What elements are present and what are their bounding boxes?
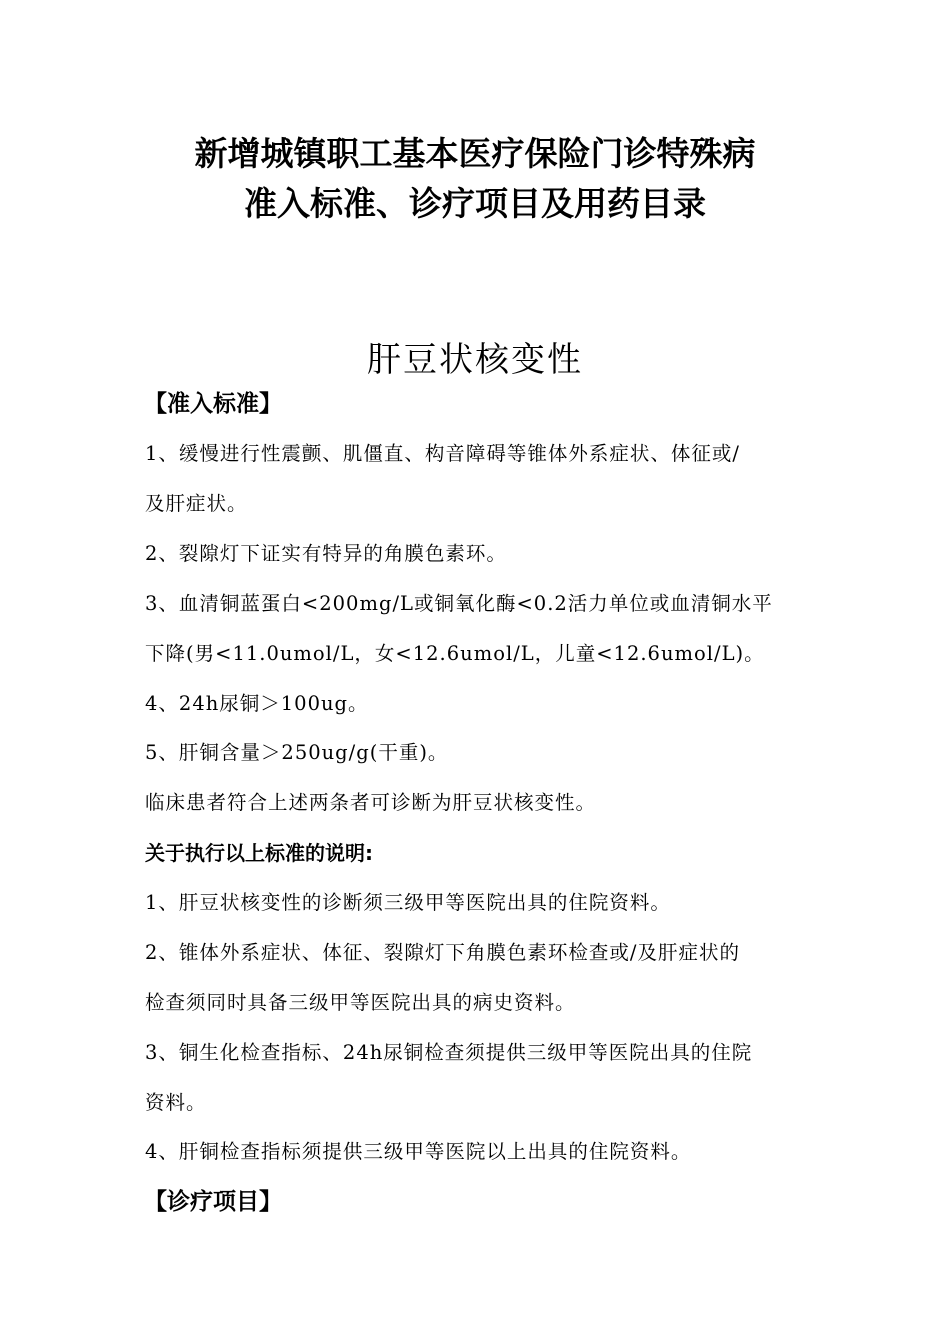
admission-line: 及肝症状。	[145, 492, 248, 515]
notes-line: 检查须同时具备三级甲等医院出具的病史资料。	[145, 991, 576, 1014]
notes-line: 2、锥体外系症状、体征、裂隙灯下角膜色素环检查或/及肝症状的	[145, 941, 740, 964]
notes-line: 4、肝铜检查指标须提供三级甲等医院以上出具的住院资料。	[145, 1140, 692, 1163]
admission-line: 2、裂隙灯下证实有特异的角膜色素环。	[145, 542, 507, 565]
admission-line: 5、肝铜含量＞250ug/g(干重)。	[145, 741, 449, 764]
disease-title: 肝豆状核变性	[367, 340, 583, 380]
notes-line: 3、铜生化检查指标、24h尿铜检查须提供三级甲等医院出具的住院	[145, 1041, 753, 1064]
document-title-line-2: 准入标准、诊疗项目及用药目录	[244, 184, 706, 223]
document-title-line-1: 新增城镇职工基本医疗保险门诊特殊病	[194, 134, 756, 173]
admission-line: 下降(男<11.0umol/L，女<12.6umol/L，儿童<12.6umol/L)。	[145, 642, 765, 665]
notes-line: 资料。	[145, 1091, 207, 1114]
admission-line: 临床患者符合上述两条者可诊断为肝豆状核变性。	[145, 791, 597, 814]
admission-line: 1、缓慢进行性震颤、肌僵直、构音障碍等锥体外系症状、体征或/	[145, 442, 740, 465]
notes-heading: 关于执行以上标准的说明:	[145, 841, 373, 865]
notes-line: 1、肝豆状核变性的诊断须三级甲等医院出具的住院资料。	[145, 891, 671, 914]
treatment-items-heading: 【诊疗项目】	[144, 1189, 282, 1215]
admission-line: 4、24h尿铜＞100ug。	[145, 692, 369, 715]
admission-line: 3、血清铜蓝蛋白<200mg/L或铜氧化酶<0.2活力单位或血清铜水平	[145, 592, 773, 615]
admission-criteria-heading: 【准入标准】	[144, 391, 282, 417]
